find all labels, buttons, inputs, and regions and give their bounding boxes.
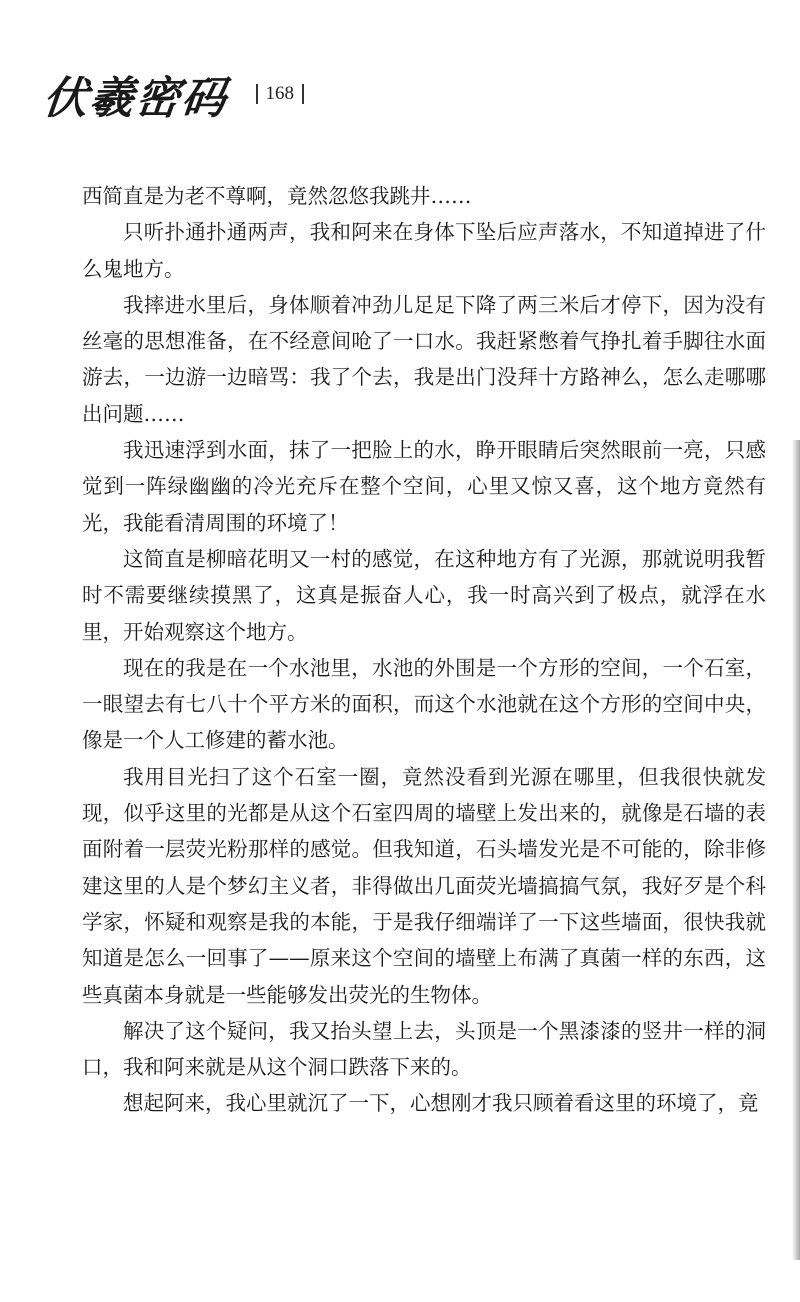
book-title: 伏羲密码 [40,73,231,124]
paragraph: 我迅速浮到水面，抹了一把脸上的水，睁开眼睛后突然眼前一亮，只感觉到一阵绿幽幽的冷光充斥在整个空间，心里又惊又喜，这个地方竟然有光，我能看清周围的环境了！ [82,438,766,535]
page-number-block [248,83,312,105]
page-edge-shadow [792,440,800,1260]
paragraph: 想起阿来，我心里就沉了一下，心想刚才我只顾着看这里的环境了，竟 [123,1091,759,1116]
body-text [82,178,766,1122]
paragraph: 我摔进水里后，身体顺着冲劲儿足足下降了两三米后才停下，因为没有丝毫的思想准备，在不经意间呛了一口水。我赶紧憋着气挣扎着手脚往水面游去，一边游一边暗骂：我了个去，我是出门没拜十方路神么，怎么走哪哪出问题…… [82,292,766,426]
page-number: 168 [265,83,294,104]
paragraph: 西简直是为老不尊啊，竟然忽悠我跳井…… [82,184,472,208]
paragraph: 现在的我是在一个水池里，水池的外围是一个方形的空间，一个石室，一眼望去有七八十个平方米的面积，而这个水池就在这个方形的空间中央，像是一个人工修建的蓄水池。 [82,655,766,753]
paragraph: 我用目光扫了这个石室一圈，竟然没看到光源在哪里，但我很快就发现，似乎这里的光都是从这个石室四周的墙壁上发出来的，就像是石墙的表面附着一层荧光粉那样的感觉。但我知道，石头墙发光是不可能的，除非修建这里的人是个梦幻主义者，非得做出几面荧光墙搞搞气氛，我好歹是个科学家，怀疑和观察是我的本能，于是我仔细端详了一下这些墙面，很快我就知道是怎么一回事了——原来这个空间的墙壁上布满了真菌一样的东西，这些真菌本身就是一些能够发出荧光的生物体。 [82,764,766,1007]
paragraph: 这简直是柳暗花明又一村的感觉，在这种地方有了光源，那就说明我暂时不需要继续摸黑了，这真是振奋人心，我一时高兴到了极点，就浮在水里，开始观察这个地方。 [82,546,766,644]
paragraph: 只听扑通扑通两声，我和阿来在身体下坠后应声落水，不知道掉进了什么鬼地方。 [82,220,766,281]
divider-right [302,84,304,104]
page-header [40,64,312,124]
paragraph: 解决了这个疑问，我又抬头望上去，头顶是一个黑漆漆的竖井一样的洞口，我和阿来就是从这个洞口跌落下来的。 [82,1018,766,1080]
divider-left [256,84,258,104]
